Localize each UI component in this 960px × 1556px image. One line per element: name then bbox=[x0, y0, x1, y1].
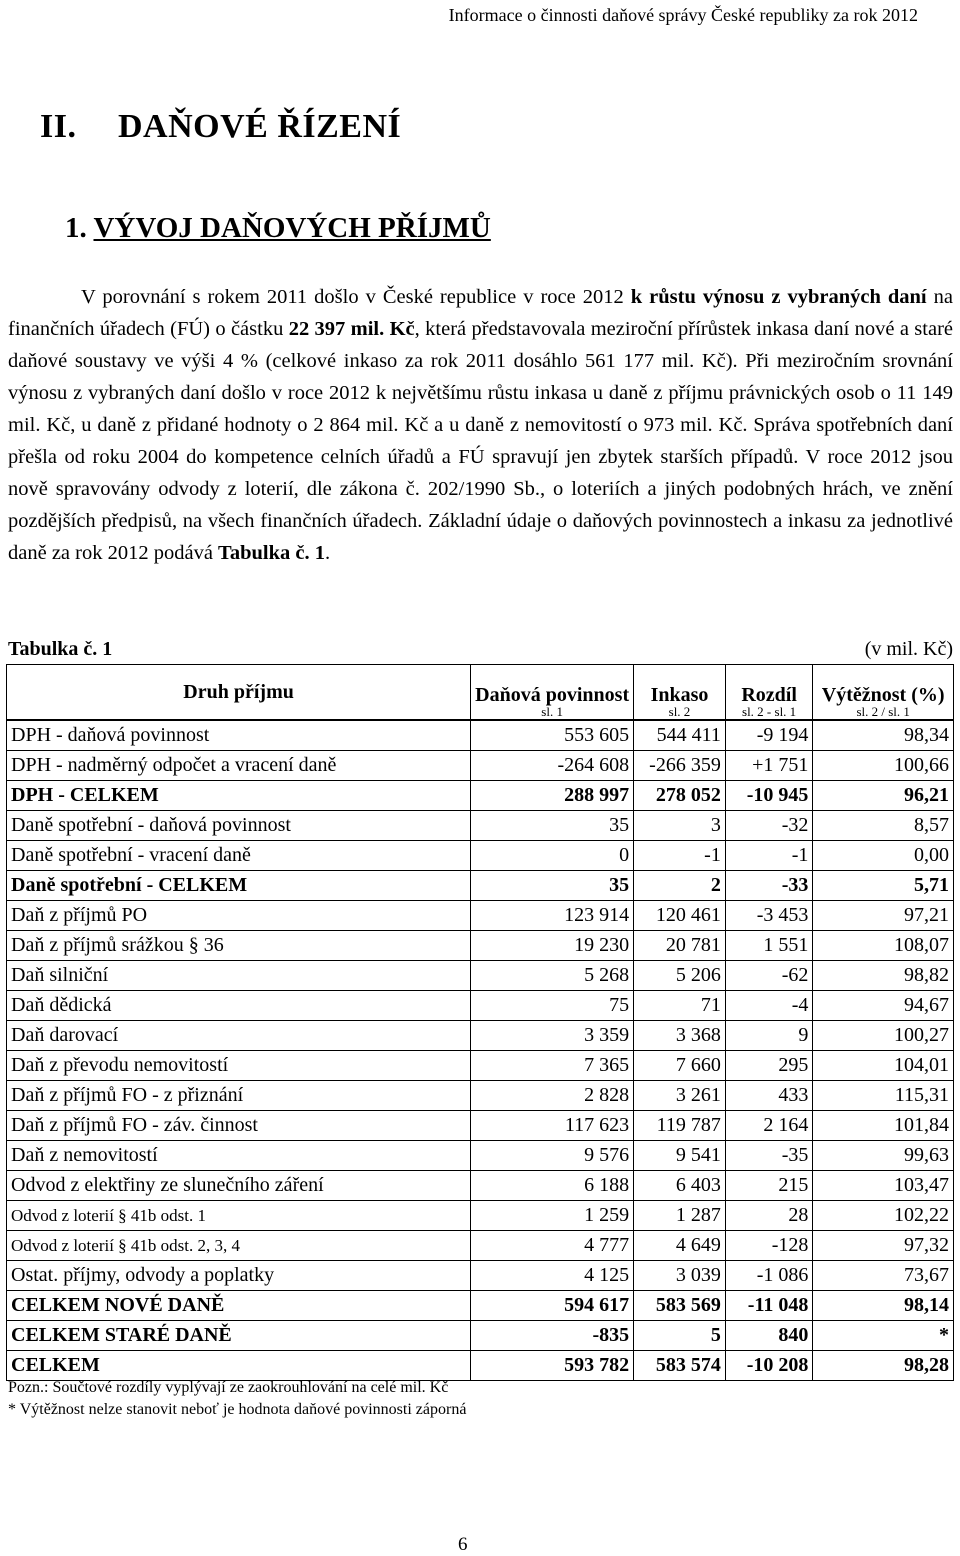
cell-rozdil: 295 bbox=[725, 1051, 813, 1081]
section-heading bbox=[65, 212, 491, 245]
table-row bbox=[7, 1201, 954, 1231]
header-sub-sl2: sl. 2 bbox=[668, 704, 691, 719]
row-label: Odvod z loterií § 41b odst. 2, 3, 4 bbox=[7, 1231, 471, 1261]
cell-inkaso: 120 461 bbox=[634, 901, 726, 931]
cell-dan-povinnost: 75 bbox=[471, 991, 634, 1021]
cell-inkaso: 278 052 bbox=[634, 781, 726, 811]
intro-paragraph bbox=[8, 281, 953, 569]
para-text-4: . bbox=[324, 542, 331, 564]
table-row bbox=[7, 841, 954, 871]
cell-dan-povinnost: 593 782 bbox=[471, 1351, 634, 1381]
header-inkaso: Inkaso sl. 2 bbox=[634, 665, 726, 721]
row-label: CELKEM bbox=[7, 1351, 471, 1381]
header-sub-ratio: sl. 2 / sl. 1 bbox=[856, 704, 910, 719]
note-rounding: Pozn.: Součtové rozdíly vyplývají ze zaokrouhlování na celé mil. Kč bbox=[8, 1379, 449, 1396]
cell-dan-povinnost: 553 605 bbox=[471, 720, 634, 751]
cell-dan-povinnost: -264 608 bbox=[471, 751, 634, 781]
cell-vytěžnost: 8,57 bbox=[813, 811, 954, 841]
row-label: DPH - daňová povinnost bbox=[7, 720, 471, 751]
cell-dan-povinnost: 5 268 bbox=[471, 961, 634, 991]
table-row bbox=[7, 1291, 954, 1321]
cell-vytěžnost: 99,63 bbox=[813, 1141, 954, 1171]
cell-vytěžnost: 102,22 bbox=[813, 1201, 954, 1231]
table-row bbox=[7, 901, 954, 931]
cell-inkaso: 9 541 bbox=[634, 1141, 726, 1171]
para-bold-3: Tabulka č. 1 bbox=[218, 542, 325, 564]
row-label: Daň z příjmů srážkou § 36 bbox=[7, 931, 471, 961]
cell-rozdil: 840 bbox=[725, 1321, 813, 1351]
table-row bbox=[7, 931, 954, 961]
row-label: Daň darovací bbox=[7, 1021, 471, 1051]
cell-inkaso: 5 bbox=[634, 1321, 726, 1351]
cell-rozdil: -35 bbox=[725, 1141, 813, 1171]
header-dan-povinnost: Daňová povinnost sl. 1 bbox=[471, 665, 634, 721]
cell-inkaso: 6 403 bbox=[634, 1171, 726, 1201]
cell-inkaso: 3 368 bbox=[634, 1021, 726, 1051]
header-vytěžnost: Výtěžnost (%) sl. 2 / sl. 1 bbox=[813, 665, 954, 721]
cell-vytěžnost: 97,21 bbox=[813, 901, 954, 931]
cell-dan-povinnost: 2 828 bbox=[471, 1081, 634, 1111]
cell-dan-povinnost: 19 230 bbox=[471, 931, 634, 961]
cell-rozdil: -1 bbox=[725, 841, 813, 871]
cell-inkaso: 544 411 bbox=[634, 720, 726, 751]
cell-vytěžnost: 98,82 bbox=[813, 961, 954, 991]
cell-inkaso: 583 569 bbox=[634, 1291, 726, 1321]
row-label: Daň z příjmů FO - záv. činnost bbox=[7, 1111, 471, 1141]
table-row bbox=[7, 781, 954, 811]
table-row bbox=[7, 1081, 954, 1111]
cell-inkaso: 4 649 bbox=[634, 1231, 726, 1261]
row-label: Daň z příjmů FO - z přiznání bbox=[7, 1081, 471, 1111]
row-label: Daň z příjmů PO bbox=[7, 901, 471, 931]
row-label: DPH - CELKEM bbox=[7, 781, 471, 811]
table-row bbox=[7, 1231, 954, 1261]
cell-dan-povinnost: 6 188 bbox=[471, 1171, 634, 1201]
table-row bbox=[7, 961, 954, 991]
cell-rozdil: -10 945 bbox=[725, 781, 813, 811]
table-caption: Tabulka č. 1 bbox=[8, 638, 113, 660]
cell-inkaso: -1 bbox=[634, 841, 726, 871]
cell-vytěžnost: 115,31 bbox=[813, 1081, 954, 1111]
table-row bbox=[7, 751, 954, 781]
note-yield: * Výtěžnost nelze stanovit neboť je hodnota daňové povinnosti záporná bbox=[8, 1401, 467, 1418]
cell-inkaso: -266 359 bbox=[634, 751, 726, 781]
para-bold-1: k růstu výnosu z vybraných daní bbox=[630, 286, 927, 308]
table-row bbox=[7, 811, 954, 841]
table-header-row bbox=[7, 665, 954, 721]
row-label: Ostat. příjmy, odvody a poplatky bbox=[7, 1261, 471, 1291]
cell-dan-povinnost: 594 617 bbox=[471, 1291, 634, 1321]
table-row bbox=[7, 991, 954, 1021]
cell-vytěžnost: 94,67 bbox=[813, 991, 954, 1021]
table-row bbox=[7, 871, 954, 901]
row-label: Odvod z elektřiny ze slunečního záření bbox=[7, 1171, 471, 1201]
cell-vytěžnost: 100,27 bbox=[813, 1021, 954, 1051]
table-row bbox=[7, 1051, 954, 1081]
cell-inkaso: 7 660 bbox=[634, 1051, 726, 1081]
table-row bbox=[7, 1261, 954, 1291]
cell-dan-povinnost: 35 bbox=[471, 871, 634, 901]
cell-dan-povinnost: 123 914 bbox=[471, 901, 634, 931]
cell-vytěžnost: 5,71 bbox=[813, 871, 954, 901]
cell-dan-povinnost: 1 259 bbox=[471, 1201, 634, 1231]
cell-rozdil: 1 551 bbox=[725, 931, 813, 961]
page-number: 6 bbox=[458, 1534, 468, 1555]
header-druh: Druh příjmu bbox=[7, 665, 471, 721]
table-row bbox=[7, 1021, 954, 1051]
cell-inkaso: 2 bbox=[634, 871, 726, 901]
row-label: CELKEM NOVÉ DANĚ bbox=[7, 1291, 471, 1321]
cell-rozdil: 433 bbox=[725, 1081, 813, 1111]
cell-vytěžnost: 73,67 bbox=[813, 1261, 954, 1291]
cell-vytěžnost: 103,47 bbox=[813, 1171, 954, 1201]
cell-rozdil: -33 bbox=[725, 871, 813, 901]
cell-inkaso: 5 206 bbox=[634, 961, 726, 991]
cell-dan-povinnost: 0 bbox=[471, 841, 634, 871]
table-row bbox=[7, 1351, 954, 1381]
cell-rozdil: -62 bbox=[725, 961, 813, 991]
row-label: Daň z převodu nemovitostí bbox=[7, 1051, 471, 1081]
running-header: Informace o činnosti daňové správy České republiky za rok 2012 bbox=[448, 5, 918, 25]
cell-inkaso: 71 bbox=[634, 991, 726, 1021]
cell-rozdil: -32 bbox=[725, 811, 813, 841]
cell-vytěžnost: 100,66 bbox=[813, 751, 954, 781]
cell-vytěžnost: 0,00 bbox=[813, 841, 954, 871]
cell-rozdil: 215 bbox=[725, 1171, 813, 1201]
cell-rozdil: -4 bbox=[725, 991, 813, 1021]
table-row bbox=[7, 1171, 954, 1201]
header-sub-diff: sl. 2 - sl. 1 bbox=[742, 704, 797, 719]
cell-inkaso: 3 bbox=[634, 811, 726, 841]
cell-rozdil: 2 164 bbox=[725, 1111, 813, 1141]
cell-dan-povinnost: 35 bbox=[471, 811, 634, 841]
cell-dan-povinnost: 4 777 bbox=[471, 1231, 634, 1261]
cell-inkaso: 20 781 bbox=[634, 931, 726, 961]
para-text-1: V porovnání s rokem 2011 došlo v České republice v roce 2012 bbox=[81, 286, 631, 308]
cell-dan-povinnost: 9 576 bbox=[471, 1141, 634, 1171]
table-row bbox=[7, 1141, 954, 1171]
row-label: Daně spotřební - CELKEM bbox=[7, 871, 471, 901]
cell-rozdil: 9 bbox=[725, 1021, 813, 1051]
cell-vytěžnost: 104,01 bbox=[813, 1051, 954, 1081]
cell-rozdil: -9 194 bbox=[725, 720, 813, 751]
para-text-3: , která představovala meziroční přírůstek inkasa daní nové a staré daňové soustavy ve výši 4 % (celkové inkaso za rok 2011 dosáhlo 561 177 mil. Kč). Při meziročním srovnání výnosu z vybraných daní došlo v roce 2012 k největšímu růstu inkasa u daně z příjmu právnických osob o 11 149 mil. Kč, u daně z přidané hodnoty o 2 864 mil. Kč a u daně z nemovitostí o 973 mil. Kč. Správa spotřebních daní přešla od roku 2004 do kompetence celních úřadů a FÚ spravují jen zbytek starších případů. V roce 2012 jsou nově spravovány odvody z loterií, dle zákona č. 202/1990 Sb., o loteriích a jiných podobných hrách, ve znění pozdějších předpisů, na všech finančních úřadech. Základní údaje o daňových povinnostech a inkasu za jednotlivé daně za rok 2012 podává bbox=[8, 318, 954, 564]
row-label: CELKEM STARÉ DANĚ bbox=[7, 1321, 471, 1351]
cell-vytěžnost: 98,14 bbox=[813, 1291, 954, 1321]
cell-vytěžnost: 96,21 bbox=[813, 781, 954, 811]
table-notes bbox=[8, 1377, 466, 1421]
cell-rozdil: -10 208 bbox=[725, 1351, 813, 1381]
cell-vytěžnost: 101,84 bbox=[813, 1111, 954, 1141]
cell-rozdil: 28 bbox=[725, 1201, 813, 1231]
row-label: Daň silniční bbox=[7, 961, 471, 991]
row-label: Daň z nemovitostí bbox=[7, 1141, 471, 1171]
cell-dan-povinnost: -835 bbox=[471, 1321, 634, 1351]
cell-vytěžnost: 97,32 bbox=[813, 1231, 954, 1261]
cell-rozdil: -11 048 bbox=[725, 1291, 813, 1321]
cell-dan-povinnost: 288 997 bbox=[471, 781, 634, 811]
table-unit: (v mil. Kč) bbox=[864, 638, 953, 660]
cell-inkaso: 119 787 bbox=[634, 1111, 726, 1141]
cell-vytěžnost: * bbox=[813, 1321, 954, 1351]
chapter-heading bbox=[40, 108, 401, 146]
chapter-title: DAŇOVÉ ŘÍZENÍ bbox=[118, 108, 402, 145]
cell-rozdil: -128 bbox=[725, 1231, 813, 1261]
table-row bbox=[7, 720, 954, 751]
cell-vytěžnost: 108,07 bbox=[813, 931, 954, 961]
cell-dan-povinnost: 7 365 bbox=[471, 1051, 634, 1081]
row-label: Daně spotřební - vracení daně bbox=[7, 841, 471, 871]
table-row bbox=[7, 1321, 954, 1351]
cell-dan-povinnost: 3 359 bbox=[471, 1021, 634, 1051]
section-title: VÝVOJ DAŇOVÝCH PŘÍJMŮ bbox=[93, 212, 491, 244]
cell-rozdil: +1 751 bbox=[725, 751, 813, 781]
section-number: 1. bbox=[65, 212, 87, 244]
cell-inkaso: 583 574 bbox=[634, 1351, 726, 1381]
header-sub-sl1: sl. 1 bbox=[541, 704, 563, 719]
para-bold-2: 22 397 mil. Kč bbox=[288, 318, 415, 340]
cell-inkaso: 3 039 bbox=[634, 1261, 726, 1291]
row-label: DPH - nadměrný odpočet a vracení daně bbox=[7, 751, 471, 781]
row-label: Odvod z loterií § 41b odst. 1 bbox=[7, 1201, 471, 1231]
chapter-number: II. bbox=[40, 108, 77, 145]
cell-rozdil: -1 086 bbox=[725, 1261, 813, 1291]
cell-dan-povinnost: 117 623 bbox=[471, 1111, 634, 1141]
table-row bbox=[7, 1111, 954, 1141]
para-text-2: na finančních úřadech (FÚ) o částku bbox=[8, 286, 953, 340]
row-label: Daň dědická bbox=[7, 991, 471, 1021]
row-label: Daně spotřební - daňová povinnost bbox=[7, 811, 471, 841]
header-rozdil: Rozdíl sl. 2 - sl. 1 bbox=[725, 665, 813, 721]
cell-rozdil: -3 453 bbox=[725, 901, 813, 931]
cell-inkaso: 3 261 bbox=[634, 1081, 726, 1111]
cell-inkaso: 1 287 bbox=[634, 1201, 726, 1231]
cell-vytěžnost: 98,28 bbox=[813, 1351, 954, 1381]
table-body bbox=[7, 720, 954, 1381]
cell-dan-povinnost: 4 125 bbox=[471, 1261, 634, 1291]
tax-revenue-table bbox=[6, 664, 954, 1381]
cell-vytěžnost: 98,34 bbox=[813, 720, 954, 751]
